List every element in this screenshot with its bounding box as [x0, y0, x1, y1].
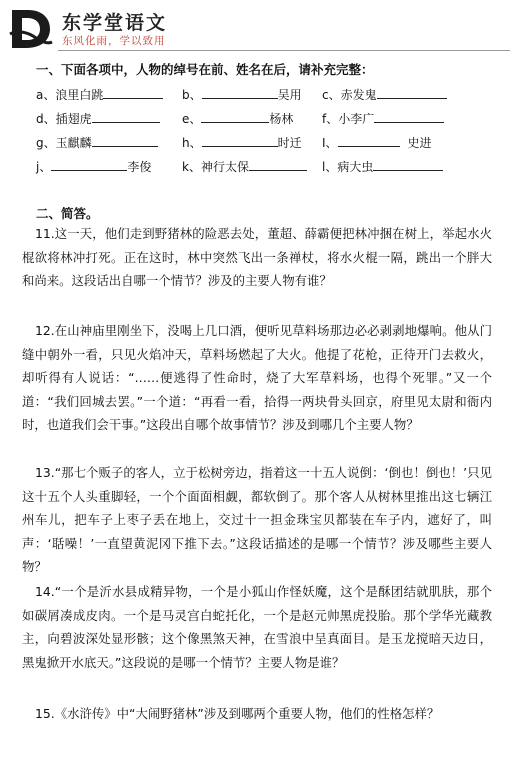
fill-suffix: 李俊	[127, 160, 152, 174]
fill-prefix: l、病大虫	[322, 160, 374, 174]
fill-prefix: f、小李广	[322, 112, 375, 126]
brand-slogan: 东风化雨，学以致用	[62, 35, 166, 47]
question-13: 13.“那七个贩子的客人，立于松树旁边，指着这一十五人说倒：‘倒也！倒也！’只见这十五个人头重脚轻，一个个面面相觑，都软倒了。那个客人从树林里推出这七辆江州车儿，把车子上枣子丢在地上，交过十一担金珠宝贝都装在车子内，遮好了，叫声：‘聒噪！’一直望黄泥冈下推下去。”这段话描述的是哪一个情节？涉及哪些主要人物？	[22, 465, 492, 575]
fill-prefix: d、插翅虎	[36, 112, 92, 126]
fill-item-b	[182, 86, 302, 103]
brand-title: 东学堂语文	[62, 12, 168, 34]
fill-prefix: c、赤发鬼	[322, 88, 377, 102]
fill-suffix: 时迁	[277, 136, 302, 150]
fill-prefix: a、浪里白跳	[36, 88, 104, 102]
fill-prefix: k、神行太保	[182, 160, 249, 174]
question-11: 11.这一天，他们走到野猪林的险恶去处，董超、薛霸便把林冲捆在树上，举起水火棍欲将林冲打死。正在这时，林中突然飞出一条禅杖，将水火棍一隔，跳出一个胖大和尚来。这段话出自哪一个情节？涉及的主要人物有谁？	[22, 226, 492, 289]
answer-blank[interactable]	[202, 134, 278, 147]
fill-suffix: 吴用	[277, 88, 302, 102]
fill-prefix: g、玉麒麟	[36, 136, 92, 150]
answer-blank[interactable]	[92, 110, 160, 123]
fill-prefix: e、	[182, 112, 202, 126]
fill-suffix: 史进	[407, 136, 432, 150]
question-12: 12.在山神庙里刚坐下，没喝上几口酒，便听见草料场那边必必剥剥地爆响。他从门缝中朝外一看，只见火焰冲天，草料场燃起了大火。他提了花枪，正待开门去救火，却听得有人说话：“……便逃得了性命时，烧了大军草料场，也得个死罪。”又一个道：“我们回城去罢。”一个道：“再看一看，拾得一两块骨头回京，府里见太尉和衙内时，也道我们会干事。”这段出自哪个故事情节？涉及到哪几个主要人物？	[22, 323, 492, 433]
fill-item-i	[322, 134, 432, 151]
fill-prefix: h、	[182, 136, 202, 150]
answer-blank[interactable]	[103, 86, 163, 99]
fill-suffix: 杨林	[269, 112, 294, 126]
fill-item-c	[322, 86, 447, 103]
answer-blank[interactable]	[201, 110, 269, 123]
fill-item-j	[36, 158, 151, 175]
question-15: 15.《水浒传》中“大闹野猪林”涉及到哪两个重要人物，他们的性格怎样？	[35, 706, 440, 721]
fill-item-g	[36, 134, 158, 151]
fill-item-e	[182, 110, 293, 127]
fill-item-h	[182, 134, 302, 151]
answer-blank[interactable]	[202, 86, 278, 99]
section2-title: 二、简答。	[36, 206, 99, 221]
question-14: 14.“一个是沂水县成精异物，一个是小狐山作怪妖魔，这个是酥团结就肌肤，那个如碳屑凑成皮肉。一个是马灵宫白蛇托化，一个是赵元帅黑虎投胎。那个学华光藏教主，向碧波深处显形骸；这个像黑煞天神，在雪浪中呈真面目。是玉龙搅暗天边日，黑鬼掀开水底天。”这段说的是哪一个情节？主要人物是谁？	[22, 584, 492, 670]
answer-blank[interactable]	[92, 134, 158, 147]
fill-prefix: I、	[322, 136, 338, 150]
fill-prefix: j、	[36, 160, 52, 174]
answer-blank[interactable]	[249, 158, 307, 171]
fill-item-k	[182, 158, 307, 175]
fill-item-d	[36, 110, 160, 127]
fill-item-l	[322, 158, 443, 175]
answer-blank[interactable]	[338, 134, 400, 147]
answer-blank[interactable]	[374, 110, 444, 123]
fill-prefix: b、	[182, 88, 202, 102]
answer-blank[interactable]	[373, 158, 443, 171]
answer-blank[interactable]	[377, 86, 447, 99]
section1-title: 一、下面各项中，人物的绰号在前、姓名在后，请补充完整：	[36, 62, 374, 77]
answer-blank[interactable]	[51, 158, 127, 171]
fill-item-a	[36, 86, 163, 103]
fill-item-f	[322, 110, 444, 127]
